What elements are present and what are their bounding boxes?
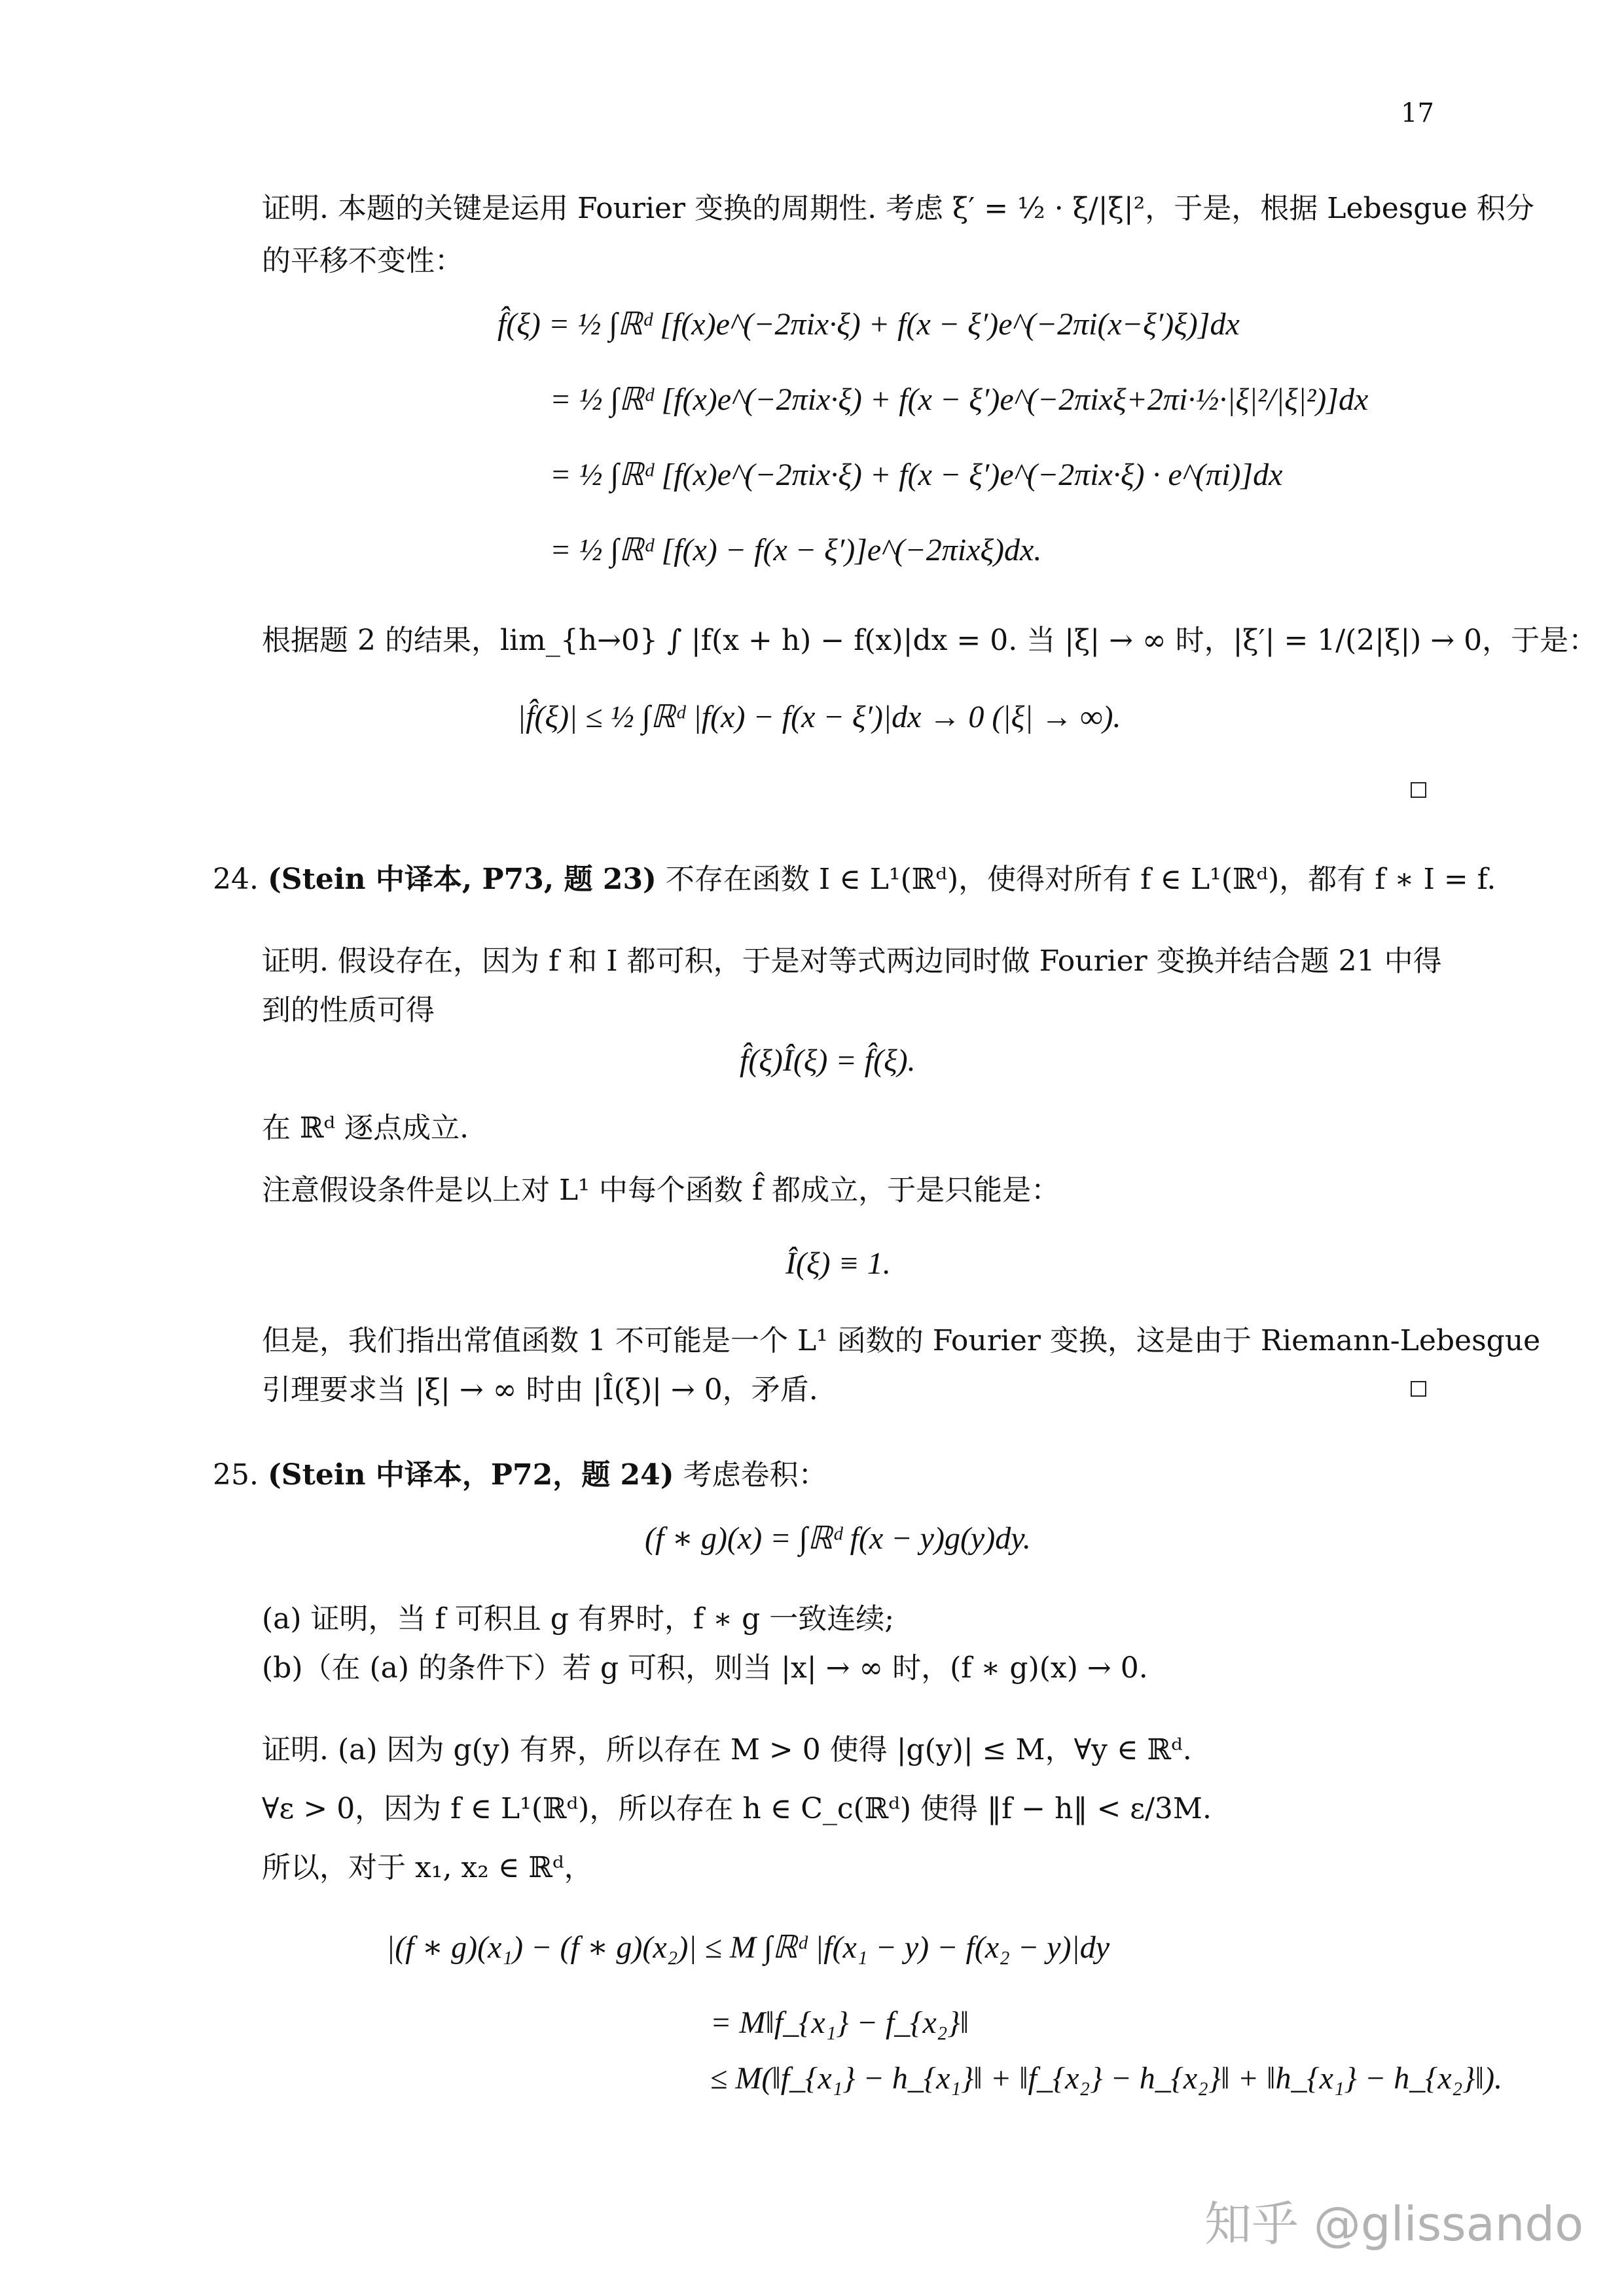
proof-24-line-1: 证明. 假设存在，因为 f 和 I 都可积，于是对等式两边同时做 Fourier 变换并结合题 21 中得 [262,944,1442,978]
proof-25-line-2: ∀ε > 0，因为 f ∈ L¹(ℝᵈ)，所以存在 h ∈ C_c(ℝᵈ) 使得 ‖f − h‖ < ε/3M. [262,1792,1212,1825]
problem-24-source: (Stein 中译本, P73, 题 23) [267,863,657,896]
proof-24-equation-1: f̂(ξ)Î(ξ) = f̂(ξ). [740,1043,916,1078]
problem-25-part-a: (a) 证明，当 f 可积且 g 有界时，f ∗ g 一致连续; [262,1602,895,1636]
proof-23-equation-3: = ½ ∫ℝᵈ [f(x)e^(−2πix·ξ) + f(x − ξ′)e^(−2πix·ξ) · e^(πi)]dx [550,457,1283,492]
problem-24-number: 24. [213,863,259,896]
proof-23-line-1: 证明. 本题的关键是运用 Fourier 变换的周期性. 考虑 ξ′ = ½ · ξ/|ξ|²，于是，根据 Lebesgue 积分 [262,192,1534,225]
proof-24-line-5: 但是，我们指出常值函数 1 不可能是一个 L¹ 函数的 Fourier 变换，这是由于 Riemann-Lebesgue [262,1324,1541,1357]
problem-25-equation-1: (f ∗ g)(x) = ∫ℝᵈ f(x − y)g(y)dy. [645,1521,1031,1556]
problem-25-source: (Stein 中译本，P72，题 24) [267,1458,674,1492]
proof-24-line-3: 在 ℝᵈ 逐点成立. [262,1111,469,1145]
proof-23-line-2: 的平移不变性： [262,244,463,278]
problem-24-statement: 不存在函数 I ∈ L¹(ℝᵈ)，使得对所有 f ∈ L¹(ℝᵈ)，都有 f ∗ I = f. [656,863,1496,896]
proof-23-equation-2: = ½ ∫ℝᵈ [f(x)e^(−2πix·ξ) + f(x − ξ′)e^(−2πixξ+2πi·½·|ξ|²/|ξ|²)]dx [550,382,1369,417]
page-number: 17 [1401,98,1434,128]
proof-25-equation-4: ≤ M(‖f_{x₁} − h_{x₁}‖ + ‖f_{x₂} − h_{x₂}‖ + ‖h_{x₁} − h_{x₂}‖). [710,2061,1503,2096]
proof-24-line-2: 到的性质可得 [262,994,435,1027]
proof-23-equation-1: f̂(ξ) = ½ ∫ℝᵈ [f(x)e^(−2πix·ξ) + f(x − ξ′)e^(−2πi(x−ξ′)ξ)]dx [497,307,1240,342]
proof-24-equation-2: Î(ξ) ≡ 1. [785,1246,891,1281]
qed-square [1411,782,1426,798]
problem-25-statement: 考虑卷积： [674,1458,827,1492]
proof-23-line-3: 根据题 2 的结果，lim_{h→0} ∫ |f(x + h) − f(x)|dx = 0. 当 |ξ| → ∞ 时，|ξ′| = 1/(2|ξ|) → 0，于是： [262,624,1598,657]
proof-24-line-4: 注意假设条件是以上对 L¹ 中每个函数 f̂ 都成立，于是只能是： [262,1174,1060,1207]
problem-25-heading [213,1456,827,1494]
proof-25-line-3: 所以，对于 x₁, x₂ ∈ ℝᵈ， [262,1851,593,1884]
problem-25-part-b: (b)（在 (a) 的条件下）若 g 可积，则当 |x| → ∞ 时，(f ∗ g)(x) → 0. [262,1651,1148,1685]
watermark: 知乎 @glissando [1204,2197,1584,2251]
proof-24-line-6: 引理要求当 |ξ| → ∞ 时由 |Î(ξ)| → 0，矛盾. [262,1373,818,1407]
proof-23-equation-4: = ½ ∫ℝᵈ [f(x) − f(x − ξ′)]e^(−2πixξ)dx. [550,533,1042,567]
proof-25-equation-2: |(f ∗ g)(x₁) − (f ∗ g)(x₂)| ≤ M ∫ℝᵈ |f(x₁ − y) − f(x₂ − y)|dy [386,1930,1110,1965]
proof-23-equation-5: |f̂(ξ)| ≤ ½ ∫ℝᵈ |f(x) − f(x − ξ′)|dx → 0 (|ξ| → ∞). [517,700,1121,734]
qed-square [1411,1381,1426,1397]
problem-24-heading [213,861,1496,898]
proof-25-line-1: 证明. (a) 因为 g(y) 有界，所以存在 M > 0 使得 |g(y)| ≤ M，∀y ∈ ℝᵈ. [262,1733,1192,1767]
problem-25-number: 25. [213,1458,259,1492]
proof-25-equation-3: = M‖f_{x₁} − f_{x₂}‖ [710,2005,969,2040]
